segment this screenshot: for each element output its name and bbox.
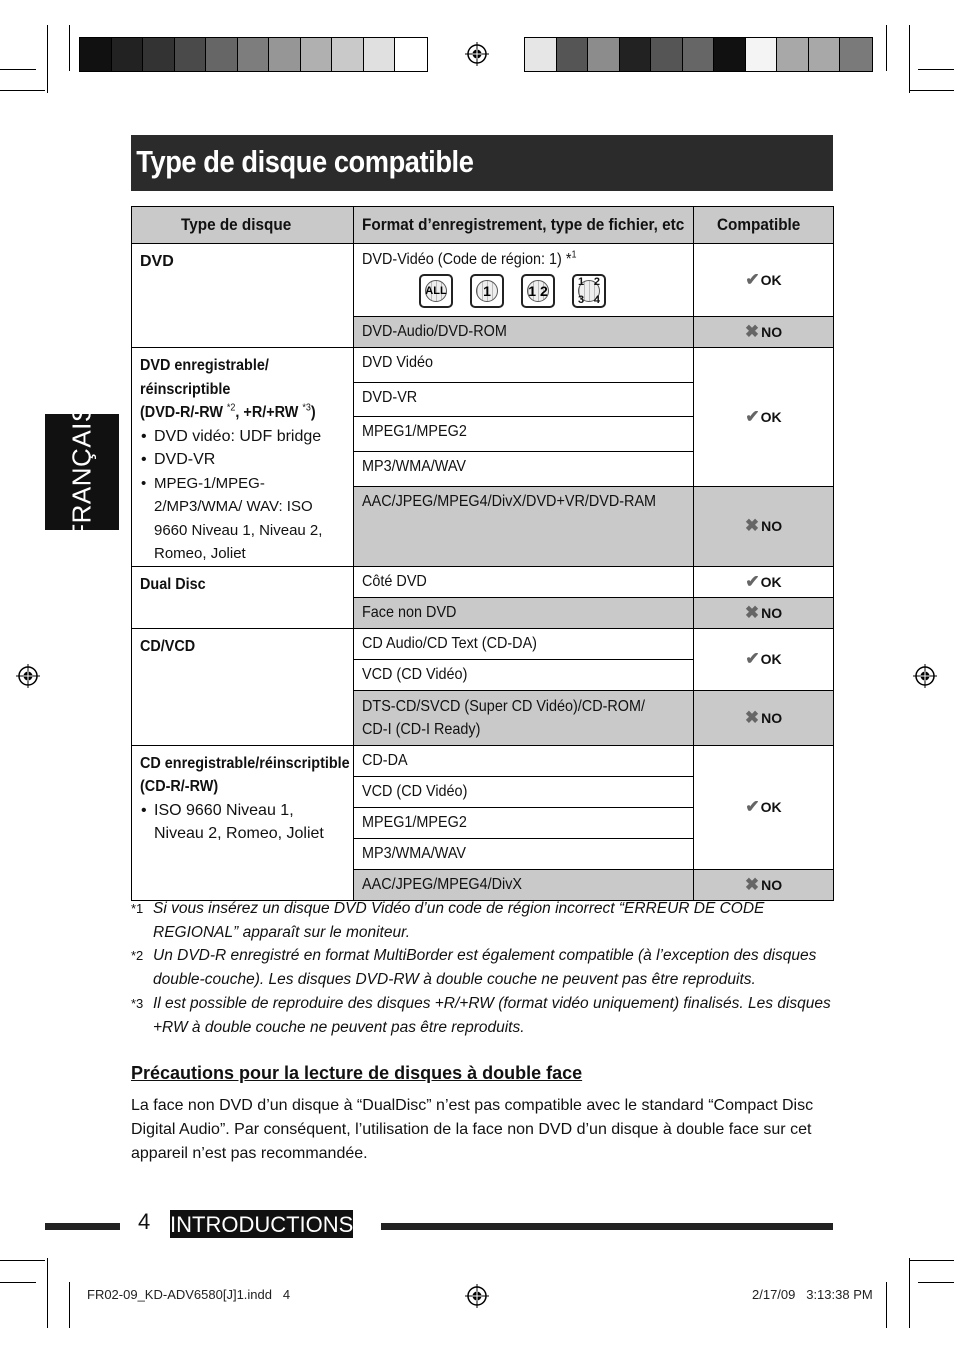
footnote: *1 Si vous insérez un disque DVD Vidéo d’un code de région incorrect “ERREUR DE CODE REGIONAL” apparaît sur le moniteur. <box>131 900 765 941</box>
format-cell: AAC/JPEG/MPEG4/DivX <box>354 869 694 900</box>
color-swatch <box>620 38 652 71</box>
crop-mark <box>918 69 954 70</box>
header-disc-type: Type de disque <box>132 207 354 244</box>
crop-mark <box>0 90 45 91</box>
crop-mark <box>909 90 954 91</box>
color-swatch <box>651 38 683 71</box>
crop-mark <box>0 1282 36 1283</box>
color-swatch <box>332 38 364 71</box>
no-badge: ✖ NO <box>744 516 783 536</box>
color-swatch <box>143 38 175 71</box>
table-row <box>132 745 834 776</box>
color-swatch <box>683 38 715 71</box>
header-format: Format d’enregistrement, type de fichier, etc <box>354 207 694 244</box>
cross-icon: ✖ <box>744 602 760 622</box>
table-row <box>132 566 834 597</box>
language-tab <box>45 404 119 540</box>
check-icon: ✔ <box>745 270 760 289</box>
format-cell: AAC/JPEG/MPEG4/DivX/DVD+VR/DVD-RAM <box>354 486 694 566</box>
color-swatch <box>525 38 557 71</box>
crop-mark <box>0 69 36 70</box>
page-title: Type de disque compatible <box>136 144 474 179</box>
color-swatch <box>840 38 872 71</box>
color-swatch <box>557 38 589 71</box>
file-info: FR02-09_KD-ADV6580[J]1.indd 4 <box>87 1287 291 1302</box>
color-swatch <box>395 38 427 71</box>
format-cell: MPEG1/MPEG2 <box>354 807 694 838</box>
list-item: • ISO 9660 Niveau 1, Niveau 2, Romeo, Joliet <box>154 799 345 846</box>
color-swatch <box>777 38 809 71</box>
compat-cell <box>694 317 834 348</box>
region-1-2-3-4-icon: 1 2 3 4 <box>572 274 606 308</box>
color-swatch <box>809 38 841 71</box>
color-swatch <box>112 38 144 71</box>
page-number: 4 <box>138 1209 151 1234</box>
compatibility-table <box>131 206 834 901</box>
disc-type-cell: CD enregistrable/réinscriptible (CD-R/-RW) • ISO 9660 Niveau 1, Niveau 2, Romeo, Joliet <box>132 745 354 900</box>
compat-cell <box>694 745 834 869</box>
compat-cell <box>694 690 834 745</box>
ok-badge: ✔ OK <box>745 649 782 668</box>
registration-target-icon <box>465 42 489 66</box>
table-row <box>132 348 834 383</box>
color-swatch <box>364 38 396 71</box>
ok-badge: ✔ OK <box>745 406 782 426</box>
disc-type-cell: DVD enregistrable/ réinscriptible (DVD-R/-RW $^{*2}$, +R/+RW $^{*3}$) • DVD vidéo: UDF bridge • DVD-VR • MPEG-1/MPEG-2/MP3/WMA/ WAV: ISO 9660 Niveau 1, Niveau 2, Romeo, Joliet <box>132 348 354 567</box>
format-cell: DVD-VR <box>354 382 694 417</box>
no-badge: ✖ NO <box>744 707 783 727</box>
list-item: • MPEG-1/MPEG-2/MP3/WMA/ WAV: ISO 9660 Niveau 1, Niveau 2, Romeo, Joliet <box>154 472 345 566</box>
format-cell: VCD (CD Vidéo) <box>354 776 694 807</box>
registration-target-icon <box>913 664 937 688</box>
color-swatch <box>301 38 333 71</box>
check-icon: ✔ <box>745 797 760 816</box>
format-cell: DVD-Audio/DVD-ROM <box>354 317 694 348</box>
format-cell: Face non DVD <box>354 597 694 628</box>
compat-cell <box>694 597 834 628</box>
color-swatch <box>175 38 207 71</box>
color-swatch <box>206 38 238 71</box>
compat-cell <box>694 628 834 690</box>
format-cell: DVD-Vidéo (Code de région: 1) *$^1$ ALL 1 1 2 1 2 3 4 <box>354 244 694 317</box>
color-swatch <box>588 38 620 71</box>
format-cell: Côté DVD <box>354 566 694 597</box>
cross-icon: ✖ <box>744 322 760 341</box>
cross-icon: ✖ <box>744 516 760 536</box>
color-swatch <box>80 38 112 71</box>
color-swatch <box>714 38 746 71</box>
registration-target-icon <box>465 1284 489 1308</box>
list-item: • DVD-VR <box>154 448 345 472</box>
color-bar-right <box>524 37 873 72</box>
crop-mark <box>47 1258 48 1328</box>
format-cell: DVD Vidéo <box>354 348 694 383</box>
crop-mark <box>69 25 70 71</box>
ok-badge: ✔ OK <box>745 571 782 591</box>
bullet-list <box>140 425 345 566</box>
color-swatch <box>746 38 778 71</box>
check-icon: ✔ <box>745 571 760 591</box>
table-header-row <box>132 207 834 244</box>
check-icon: ✔ <box>745 649 760 668</box>
format-cell: CD Audio/CD Text (CD-DA) <box>354 628 694 659</box>
format-cell: DTS-CD/SVCD (Super CD Vidéo)/CD-ROM/ CD-I (CD-I Ready) <box>354 690 694 745</box>
ok-badge: ✔ OK <box>745 270 782 289</box>
compat-cell <box>694 869 834 900</box>
cross-icon: ✖ <box>744 707 760 727</box>
format-cell: MP3/WMA/WAV <box>354 452 694 487</box>
footer-rule <box>381 1223 833 1230</box>
section-label: INTRODUCTIONS <box>170 1212 354 1237</box>
format-label: DVD-Vidéo (Code de région: 1) * <box>362 251 572 268</box>
crop-mark <box>909 1260 954 1261</box>
region-1-icon: 1 <box>470 274 504 308</box>
header-compatible: Compatible <box>694 207 834 244</box>
compat-cell <box>694 566 834 597</box>
crop-mark <box>69 1282 70 1328</box>
crop-mark <box>886 25 887 71</box>
disc-type-cell <box>132 244 354 348</box>
format-cell: MP3/WMA/WAV <box>354 838 694 869</box>
title-band <box>131 135 833 191</box>
section-heading: Précautions pour la lecture de disques à double face <box>131 1063 583 1083</box>
crop-mark <box>909 25 910 93</box>
compat-cell <box>694 348 834 487</box>
compat-cell <box>694 486 834 566</box>
crop-mark <box>909 1258 910 1328</box>
table-row <box>132 628 834 659</box>
region-all-icon: ALL <box>419 274 453 308</box>
no-badge: ✖ NO <box>744 322 783 341</box>
list-item: • DVD vidéo: UDF bridge <box>154 425 345 449</box>
cross-icon: ✖ <box>744 874 760 894</box>
bullet-list <box>140 799 345 846</box>
disc-type-cell: CD/VCD <box>132 628 354 745</box>
region-code-icons <box>362 272 685 316</box>
footer-rule <box>45 1223 120 1230</box>
crop-mark <box>47 25 48 93</box>
registration-target-icon <box>16 664 40 688</box>
compat-cell <box>694 244 834 317</box>
crop-mark <box>0 1260 45 1261</box>
no-badge: ✖ NO <box>744 874 783 894</box>
disc-type-label: DVD <box>140 253 174 270</box>
check-icon: ✔ <box>745 406 760 426</box>
disc-type-cell: Dual Disc <box>132 566 354 628</box>
color-swatch <box>238 38 270 71</box>
print-date: 2/17/09 3:13:38 PM <box>752 1287 873 1302</box>
crop-mark <box>886 1282 887 1328</box>
crop-mark <box>918 1282 954 1283</box>
footnote: *3 Il est possible de reproduire des disques +R/+RW (format vidéo uniquement) finalisés. Les disques +RW à double couche ne peuvent pas être reproduits. <box>131 995 831 1036</box>
color-bar-left <box>79 37 428 72</box>
language-tab-label: FRANÇAIS <box>66 404 97 540</box>
region-1-2-icon: 1 2 <box>521 274 555 308</box>
ok-badge: ✔ OK <box>745 797 782 816</box>
no-badge: ✖ NO <box>744 602 783 622</box>
color-swatch <box>269 38 301 71</box>
format-cell: MPEG1/MPEG2 <box>354 417 694 452</box>
format-cell: CD-DA <box>354 745 694 776</box>
footnote: *2 Un DVD-R enregistré en format MultiBorder est également compatible (à l’exception des disques double-couche). Les disques DVD-RW à double couche ne peuvent pas être reproduits. <box>131 947 817 988</box>
table-row <box>132 244 834 317</box>
format-cell: VCD (CD Vidéo) <box>354 659 694 690</box>
body-paragraph: La face non DVD d’un disque à “DualDisc” n’est pas compatible avec le standard “Compact Disc Digital Audio”. Par conséquent, l’utilisation de la face non DVD d’un disque à double face sur cet appareil n’est pas recommandée. <box>131 1097 814 1162</box>
